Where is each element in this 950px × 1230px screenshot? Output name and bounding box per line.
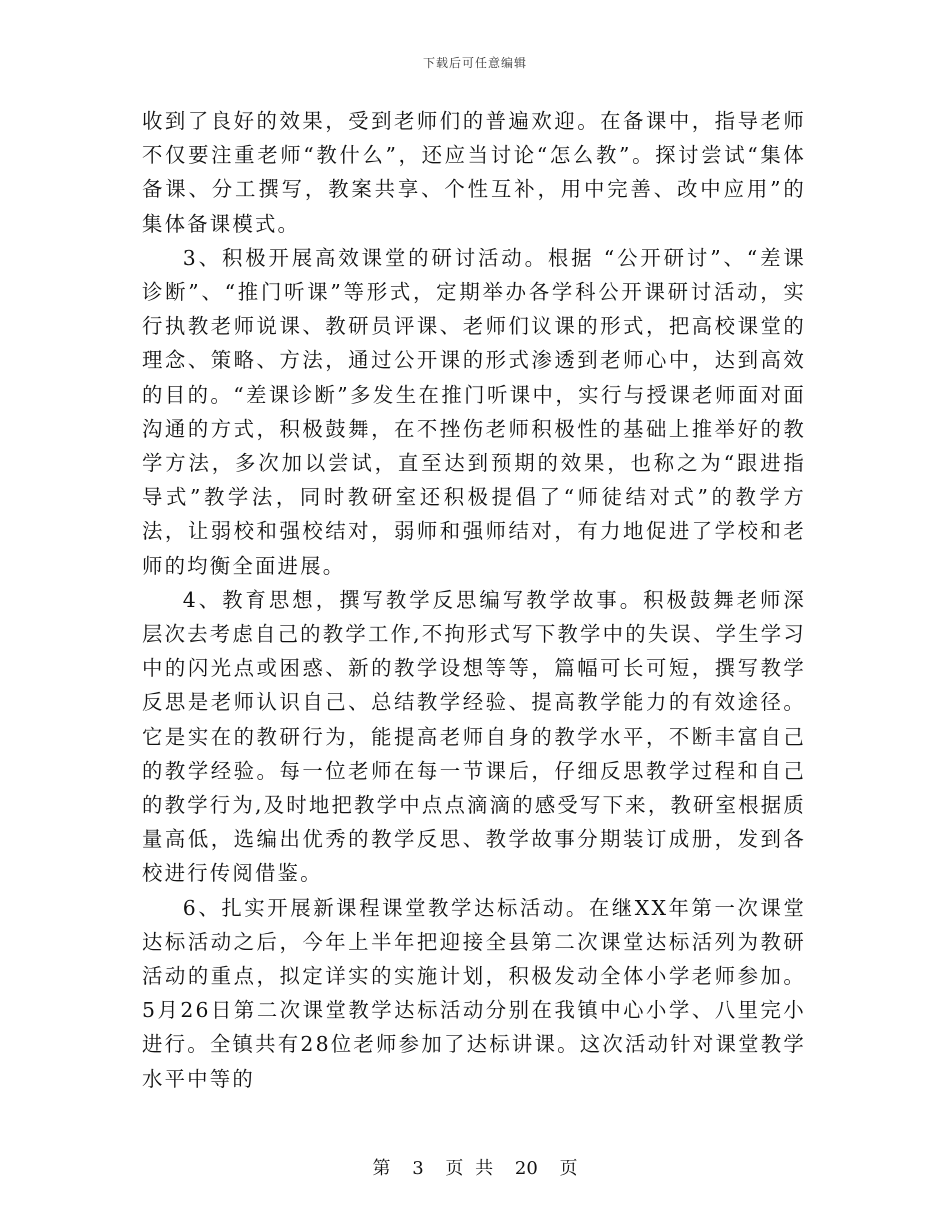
paragraph-item-3: 3、积极开展高效课堂的研讨活动。根据 “公开研讨”、“差课诊断”、“推门听课”等形式，定期举办各学科公开课研讨活动，实行执教老师说课、教研员评课、老师们议课的形式，把高校课堂的理念、策略、方法，通过公开课的形式渗透到老师心中，达到高效的目的。“差课诊断”多发生在推门听课中，实行与授课老师面对面沟通的方式，积极鼓舞，在不挫伤老师积极性的基础上推举好的教学方法，多次加以尝试，直至达到预期的效果，也称之为“跟进指导式”教学法，同时教研室还积极提倡了“师徒结对式”的教学方法，让弱校和强校结对，弱师和强师结对，有力地促进了学校和老师的均衡全面进展。 <box>142 245 806 578</box>
paragraph-item-6: 6、扎实开展新课程课堂教学达标活动。在继XX年第一次课堂达标活动之后，今年上半年把迎接全县第二次课堂达标活列为教研活动的重点，拟定详实的实施计划，积极发动全体小学老师参加。5月26日第二次课堂教学达标活动分别在我镇中心小学、八里完小进行。全镇共有28位老师参加了达标讲课。这次活动针对课堂教学水平中等的 <box>142 895 806 1091</box>
page-header: 下载后可任意编辑 <box>422 56 527 70</box>
paragraph-item-4: 4、教育思想，撰写教学反思编写教学故事。积极鼓舞老师深层次去考虑自己的教学工作,不拘形式写下教学中的失误、学生学习中的闪光点或困惑、新的教学设想等等，篇幅可长可短，撰写教学反思是老师认识自己、总结教学经验、提高教学能力的有效途径。它是实在的教研行为，能提高老师自身的教学水平，不断丰富自己的教学经验。每一位老师在每一节课后，仔细反思教学过程和自己的教学行为,及时地把教学中点点滴滴的感受写下来，教研室根据质量高低，选编出优秀的教学反思、教学故事分期装订成册，发到各校进行传阅借鉴。 <box>142 587 806 886</box>
total-pages: 20 <box>514 1158 538 1179</box>
page-number: 3 <box>412 1158 424 1179</box>
paragraph-continuation: 收到了良好的效果，受到老师们的普遍欢迎。在备课中，指导老师不仅要注重老师“教什么”，还应当讨论“怎么教”。探讨尝试“集体备课、分工撰写，教案共享、个性互补，用中完善、改中应用”的集体备课模式。 <box>142 109 806 236</box>
footer-suffix: 页 <box>559 1158 578 1179</box>
page-footer <box>0 1154 950 1180</box>
footer-middle: 页 共 <box>445 1158 494 1179</box>
document-body <box>142 104 806 1096</box>
footer-prefix: 第 <box>372 1158 391 1179</box>
